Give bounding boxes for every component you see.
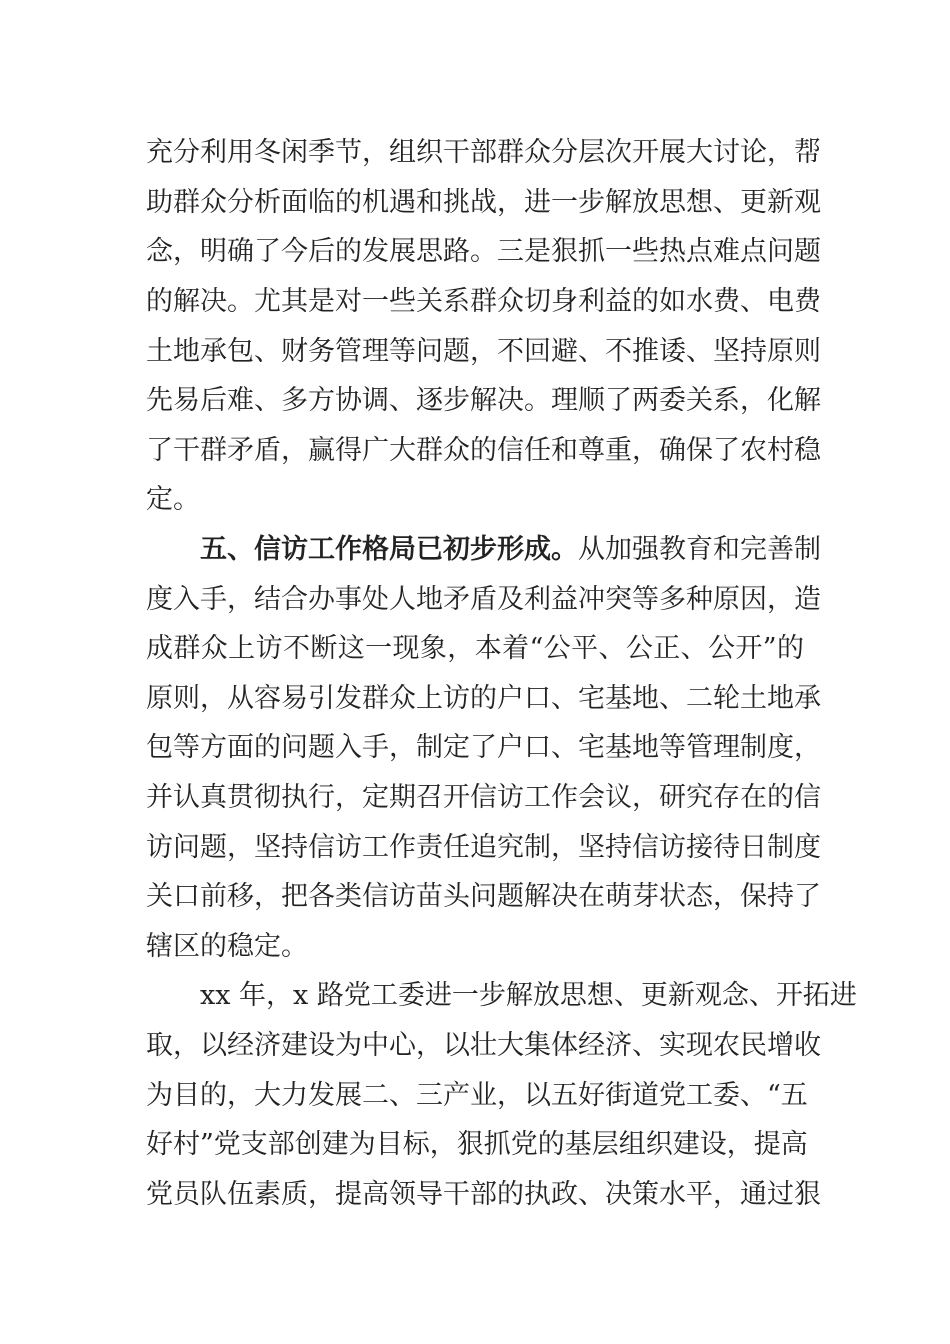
paragraph-line: 的解决。尤其是对一些关系群众切身利益的如水费、电费 (146, 286, 821, 317)
paragraph-line: 取，以经济建设为中心，以壮大集体经济、实现农民增收 (146, 1030, 821, 1061)
paragraph-line: 并认真贯彻执行，定期召开信访工作会议，研究存在的信 (146, 782, 821, 813)
paragraph-line: 念，明确了今后的发展思路。三是狠抓一些热点难点问题 (146, 236, 821, 267)
paragraph-line: 度入手，结合办事处人地矛盾及利益冲突等多种原因，造 (146, 584, 821, 615)
paragraph-line: xx 年，x 路党工委进一步解放思想、更新观念、开拓进 (200, 980, 857, 1011)
paragraph-line: 了干群矛盾，赢得广大群众的信任和尊重，确保了农村稳 (146, 435, 821, 466)
paragraph-line: 先易后难、多方协调、逐步解决。理顺了两委关系，化解 (146, 385, 821, 416)
paragraph-line: 土地承包、财务管理等问题，不回避、不推诿、坚持原则 (146, 336, 821, 367)
paragraph-line: 关口前移，把各类信访苗头问题解决在萌芽状态，保持了 (146, 881, 821, 912)
paragraph-line: 助群众分析面临的机遇和挑战，进一步解放思想、更新观 (146, 187, 821, 218)
paragraph-line: 访问题，坚持信访工作责任追究制，坚持信访接待日制度 (146, 832, 821, 863)
paragraph-line: 原则，从容易引发群众上访的户口、宅基地、二轮土地承 (146, 683, 821, 714)
section-five-heading: 五、信访工作格局已初步形成。 (200, 534, 578, 565)
section-five-first-line (200, 530, 821, 570)
section-five-first-line-text: 从加强教育和完善制 (578, 534, 821, 565)
paragraph-line: 成群众上访不断这一现象，本着“公平、公正、公开”的 (146, 633, 804, 664)
paragraph-line: 定。 (146, 484, 200, 515)
paragraph-line: 辖区的稳定。 (146, 931, 308, 962)
paragraph-line: 包等方面的问题入手，制定了户口、宅基地等管理制度， (146, 732, 821, 763)
paragraph-line: 为目的，大力发展二、三产业，以五好街道党工委、“五 (146, 1080, 808, 1111)
paragraph-line: 好村”党支部创建为目标，狠抓党的基层组织建设，提高 (146, 1129, 808, 1160)
paragraph-line: 党员队伍素质，提高领导干部的执政、决策水平，通过狠 (146, 1179, 821, 1210)
paragraph-line: 充分利用冬闲季节，组织干部群众分层次开展大讨论，帮 (146, 137, 821, 168)
